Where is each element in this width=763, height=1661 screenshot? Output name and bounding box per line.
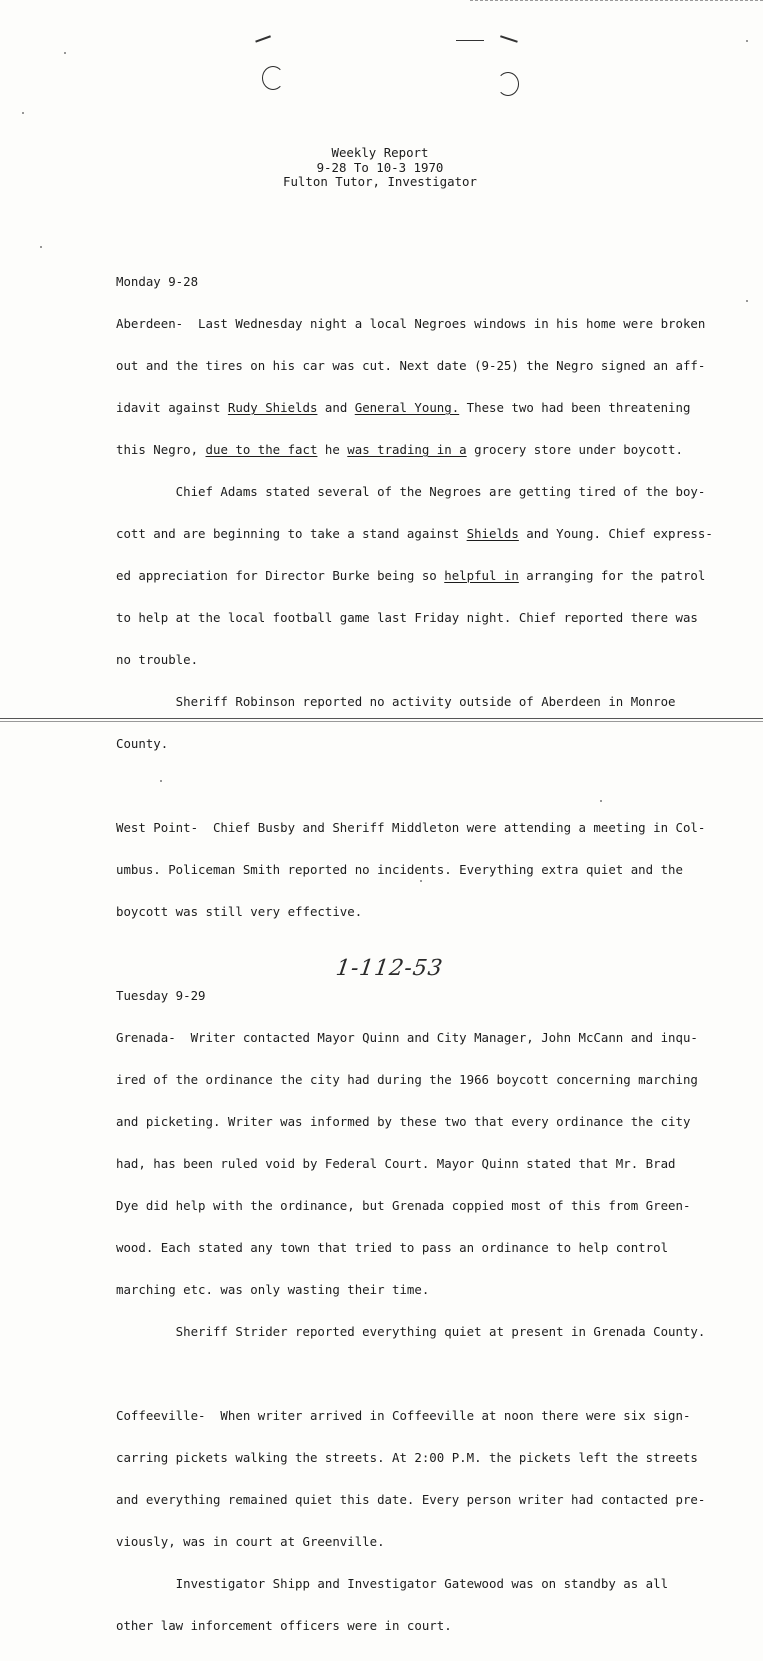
text-line: no trouble. bbox=[116, 652, 199, 667]
text-line: and everything remained quiet this date. Every person writer had contacted pre- bbox=[116, 1492, 706, 1507]
scan-mark bbox=[500, 35, 518, 42]
underlined-name: Shields bbox=[466, 526, 519, 541]
text-line: Investigator Shipp and Investigator Gatewood was on standby as all bbox=[116, 1576, 669, 1591]
day-heading-monday: Monday 9-28 bbox=[116, 274, 199, 289]
text-segment: idavit against bbox=[116, 400, 228, 415]
text-line: Sheriff Robinson reported no activity outside of Aberdeen in Monroe bbox=[116, 694, 676, 709]
scan-speck bbox=[40, 246, 42, 248]
text-segment: ed appreciation for Director Burke being so bbox=[116, 568, 445, 583]
scan-speck bbox=[600, 800, 602, 802]
text-line bbox=[116, 443, 686, 457]
report-header bbox=[230, 146, 530, 190]
text-line: boycott was still very effective. bbox=[116, 904, 363, 919]
scan-speck bbox=[746, 300, 748, 302]
scan-speck bbox=[64, 52, 66, 54]
scan-speck bbox=[746, 40, 748, 42]
text-line: Aberdeen- Last Wednesday night a local Negroes windows in his home were broken bbox=[116, 316, 706, 331]
scan-speck bbox=[22, 112, 24, 114]
underlined-phrase: helpful in bbox=[444, 568, 519, 583]
text-segment: this Negro, bbox=[116, 442, 206, 457]
paragraph-gap bbox=[116, 1367, 686, 1381]
text-line: Coffeeville- When writer arrived in Coffeeville at noon there were six sign- bbox=[116, 1408, 691, 1423]
scan-mark bbox=[456, 40, 484, 41]
text-segment: arranging for the patrol bbox=[518, 568, 706, 583]
text-segment: grocery store under boycott. bbox=[466, 442, 683, 457]
text-segment: he bbox=[317, 442, 348, 457]
text-line: wood. Each stated any town that tried to pass an ordinance to help control bbox=[116, 1240, 669, 1255]
report-title: Weekly Report bbox=[331, 145, 429, 160]
text-line bbox=[116, 526, 713, 541]
text-line: Sheriff Strider reported everything quiet at present in Grenada County. bbox=[116, 1324, 706, 1339]
text-line bbox=[116, 568, 706, 583]
underlined-name: General Young. bbox=[354, 400, 460, 415]
paragraph-gap bbox=[116, 779, 686, 793]
underlined-phrase: due to the fact bbox=[205, 442, 318, 457]
text-line: marching etc. was only wasting their time. bbox=[116, 1282, 430, 1297]
report-author: Fulton Tutor, Investigator bbox=[283, 174, 477, 189]
text-line: Grenada- Writer contacted Mayor Quinn and City Manager, John McCann and inqu- bbox=[116, 1030, 698, 1045]
scan-speck bbox=[420, 880, 422, 882]
page-fold-line bbox=[0, 718, 763, 719]
text-segment: cott and are beginning to take a stand against bbox=[116, 526, 467, 541]
underlined-phrase: was trading in a bbox=[347, 442, 467, 457]
text-segment: and bbox=[317, 400, 355, 415]
report-dates: 9-28 To 10-3 1970 bbox=[316, 159, 444, 175]
text-line: to help at the local football game last Friday night. Chief reported there was bbox=[116, 610, 698, 625]
text-segment: and Young. Chief express- bbox=[518, 526, 713, 541]
text-segment: These two had been threatening bbox=[459, 400, 691, 415]
text-line: County. bbox=[116, 736, 169, 751]
text-line: had, has been ruled void by Federal Court. Mayor Quinn stated that Mr. Brad bbox=[116, 1156, 676, 1171]
text-line: out and the tires on his car was cut. Next date (9-25) the Negro signed an aff- bbox=[116, 358, 706, 373]
text-line: and picketing. Writer was informed by these two that every ordinance the city bbox=[116, 1114, 691, 1129]
handwritten-file-number: 1-112-53 bbox=[334, 956, 445, 981]
day-heading-tuesday: Tuesday 9-29 bbox=[116, 988, 206, 1003]
punch-hole-left bbox=[262, 66, 284, 90]
page-fold-line bbox=[0, 721, 763, 722]
text-line: other law inforcement officers were in court. bbox=[116, 1618, 452, 1633]
text-line: Chief Adams stated several of the Negroes are getting tired of the boy- bbox=[116, 484, 706, 499]
text-line: carring pickets walking the streets. At 2:00 P.M. the pickets left the streets bbox=[116, 1450, 698, 1465]
report-body bbox=[116, 247, 713, 1661]
text-line: ired of the ordinance the city had during the 1966 boycott concerning marching bbox=[116, 1072, 698, 1087]
text-line: viously, was in court at Greenville. bbox=[116, 1534, 385, 1549]
top-edge-mark bbox=[470, 0, 763, 4]
underlined-name: Rudy Shields bbox=[227, 400, 318, 415]
text-line: Dye did help with the ordinance, but Grenada coppied most of this from Green- bbox=[116, 1198, 691, 1213]
text-line: umbus. Policeman Smith reported no incidents. Everything extra quiet and the bbox=[116, 862, 683, 877]
scan-mark bbox=[255, 35, 271, 42]
text-line bbox=[116, 400, 691, 415]
punch-hole-right bbox=[497, 72, 519, 96]
scan-speck bbox=[160, 780, 162, 782]
text-line: West Point- Chief Busby and Sheriff Middleton were attending a meeting in Col- bbox=[116, 820, 706, 835]
